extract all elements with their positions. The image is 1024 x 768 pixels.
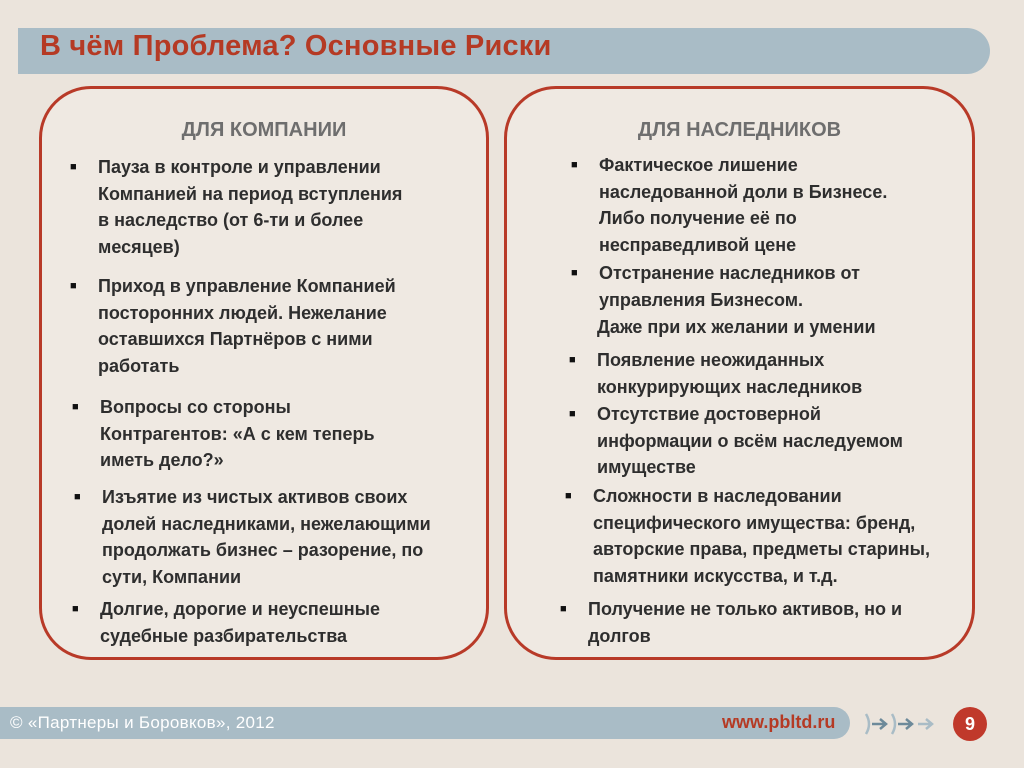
company-risk-item-5: ■ Долгие, дорогие и неуспешные судебные разбирательства	[100, 596, 380, 649]
heirs-risk-note: Даже при их желании и умении	[597, 317, 876, 337]
company-risk-item-3: ■ Вопросы со стороны Контрагентов: «А с кем теперь иметь дело?»	[100, 394, 375, 474]
arrows-logo-icon	[860, 710, 940, 743]
square-bullet-icon: ■	[74, 491, 81, 503]
heirs-risk-item-4: ■ Отсутствие достоверной информации о всём наследуемом имуществе	[597, 401, 903, 481]
company-risks-panel	[39, 86, 489, 660]
heirs-risks-heading: ДЛЯ НАСЛЕДНИКОВ	[637, 119, 842, 141]
footer-copyright: © «Партнеры и Боровков», 2012	[10, 713, 275, 732]
heirs-risks-panel	[504, 86, 975, 660]
square-bullet-icon: ■	[70, 280, 77, 292]
slide-title: В чём Проблема? Основные Риски	[40, 30, 552, 62]
footer-url-link[interactable]: www.pbltd.ru	[722, 712, 836, 732]
square-bullet-icon: ■	[72, 401, 79, 413]
square-bullet-icon: ■	[569, 408, 576, 420]
square-bullet-icon: ■	[560, 603, 567, 615]
company-risk-item-1: ■ Пауза в контроле и управлении Компанией на период вступления в наследство (от 6-ти и более месяцев)	[98, 154, 402, 260]
square-bullet-icon: ■	[571, 159, 578, 171]
square-bullet-icon: ■	[72, 603, 79, 615]
company-risks-heading: ДЛЯ КОМПАНИИ	[181, 119, 347, 141]
square-bullet-icon: ■	[70, 161, 77, 173]
company-risk-item-4: ■ Изъятие из чистых активов своих долей наследниками, нежелающими продолжать бизнес – разорение, по сути, Компании	[102, 484, 431, 590]
heirs-risk-item-3: ■ Появление неожиданных конкурирующих наследников	[597, 347, 862, 400]
company-risk-item-2: ■ Приход в управление Компанией посторонних людей. Нежелание оставшихся Партнёров с ними работать	[98, 273, 396, 379]
heirs-risk-item-5: ■ Сложности в наследовании специфического имущества: бренд, авторские права, предметы старины, памятники искусства, и т.д.	[593, 483, 930, 589]
heirs-risk-item-1: ■ Фактическое лишение наследованной доли в Бизнесе. Либо получение её по несправедливой цене	[599, 152, 887, 258]
square-bullet-icon: ■	[569, 354, 576, 366]
page-number-badge: 9	[953, 707, 987, 741]
heirs-risk-item-2: ■ Отстранение наследников от управления Бизнесом.	[599, 260, 860, 313]
heirs-risk-item-6: ■ Получение не только активов, но и долгов	[588, 596, 902, 649]
square-bullet-icon: ■	[565, 490, 572, 502]
square-bullet-icon: ■	[571, 267, 578, 279]
